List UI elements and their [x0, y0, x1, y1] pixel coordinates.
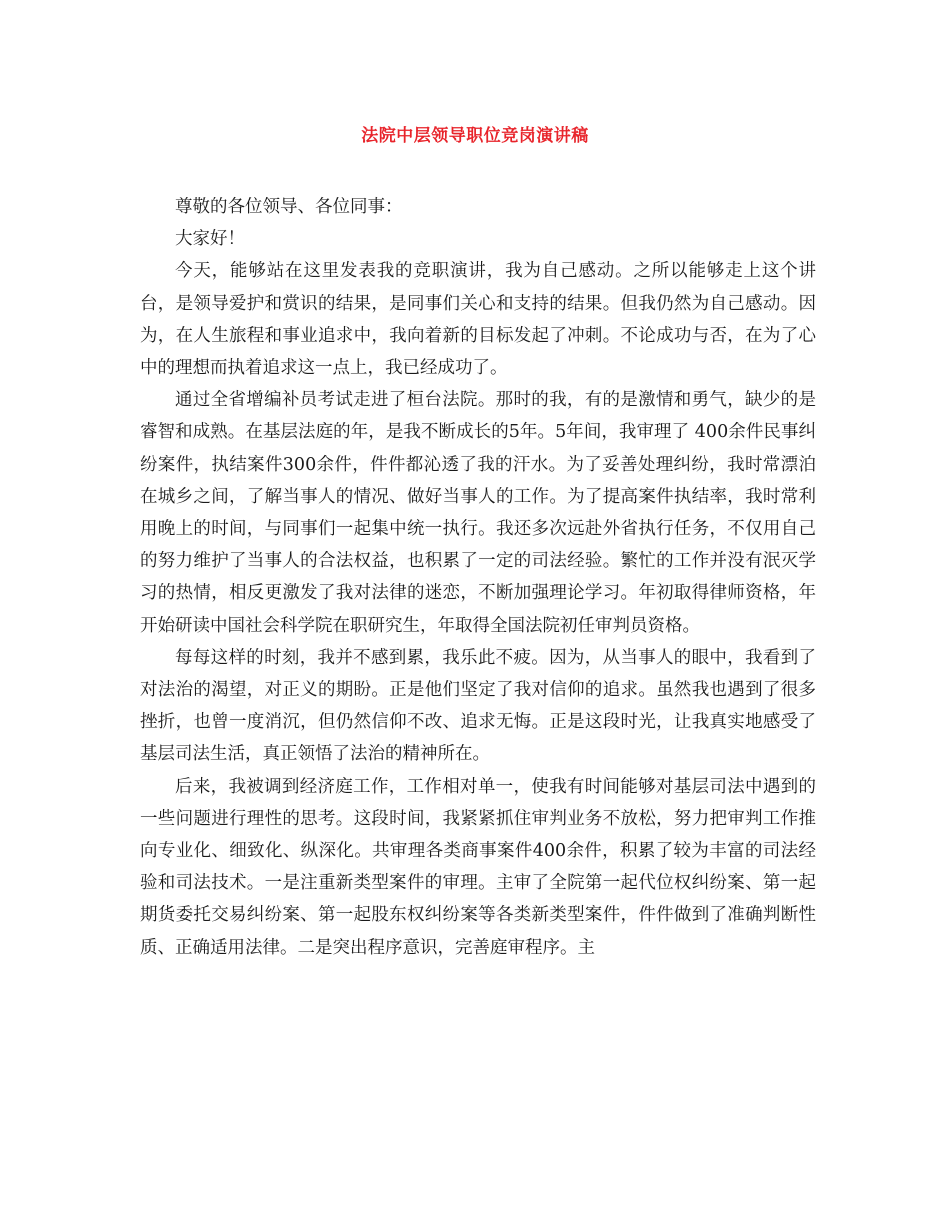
paragraph-3: 每每这样的时刻，我并不感到累，我乐此不疲。因为，从当事人的眼中，我看到了对法治的渴望，对正义的期盼。正是他们坚定了我对信仰的追求。虽然我也遇到了很多挫折，也曾一度消沉，但仍然信仰不改、追求无悔。正是这段时光，让我真实地感受了基层司法生活，真正领悟了法治的精神所在。: [140, 647, 816, 765]
paragraph-1: 今天，能够站在这里发表我的竞职演讲，我为自己感动。之所以能够走上这个讲台，是领导爱护和赏识的结果，是同事们关心和支持的结果。但我仍然为自己感动。因为，在人生旅程和事业追求中，我向着新的目标发起了冲刺。不论成功与否，在为了心中的理想而执着追求这一点上，我已经成功了。: [140, 261, 816, 379]
salutation: 尊敬的各位领导、各位同事：: [175, 197, 403, 217]
paragraph-4: 后来，我被调到经济庭工作，工作相对单一，使我有时间能够对基层司法中遇到的一些问题进行理性的思考。这段时间，我紧紧抓住审判业务不放松，努力把审判工作推向专业化、细致化、纵深化。共审理各类商事案件400余件，积累了较为丰富的司法经验和司法技术。一是注重新类型案件的审理。主审了全院第一起代位权纠纷案、第一起期货委托交易纠纷案、第一起股东权纠纷案等各类新类型案件，件件做到了准确判断性质、正确适用法律。二是突出程序意识，完善庭审程序。主: [140, 776, 816, 958]
greeting: 大家好！: [175, 229, 245, 250]
paragraph-2: 通过全省增编补员考试走进了桓台法院。那时的我，有的是激情和勇气，缺少的是睿智和成熟。在基层法庭的年，是我不断成长的5年。5年间，我审理了 400余件民事纠纷案件，执结案件300余件，件件都沁透了我的汗水。为了妥善处理纠纷，我时常漂泊在城乡之间，了解当事人的情况、做好当事人的工作。为了提高案件执结率，我时常利用晚上的时间，与同事们一起集中统一执行。我还多次远赴外省执行任务，不仅用自己的努力维护了当事人的合法权益，也积累了一定的司法经验。繁忙的工作并没有泯灭学习的热情，相反更激发了我对法律的迷恋，不断加强理论学习。年初取得律师资格，年开始研读中国社会科学院在职研究生，年取得全国法院初任审判员资格。: [140, 390, 816, 636]
document-body: [140, 191, 816, 964]
document-title: 法院中层领导职位竞岗演讲稿: [361, 126, 589, 146]
